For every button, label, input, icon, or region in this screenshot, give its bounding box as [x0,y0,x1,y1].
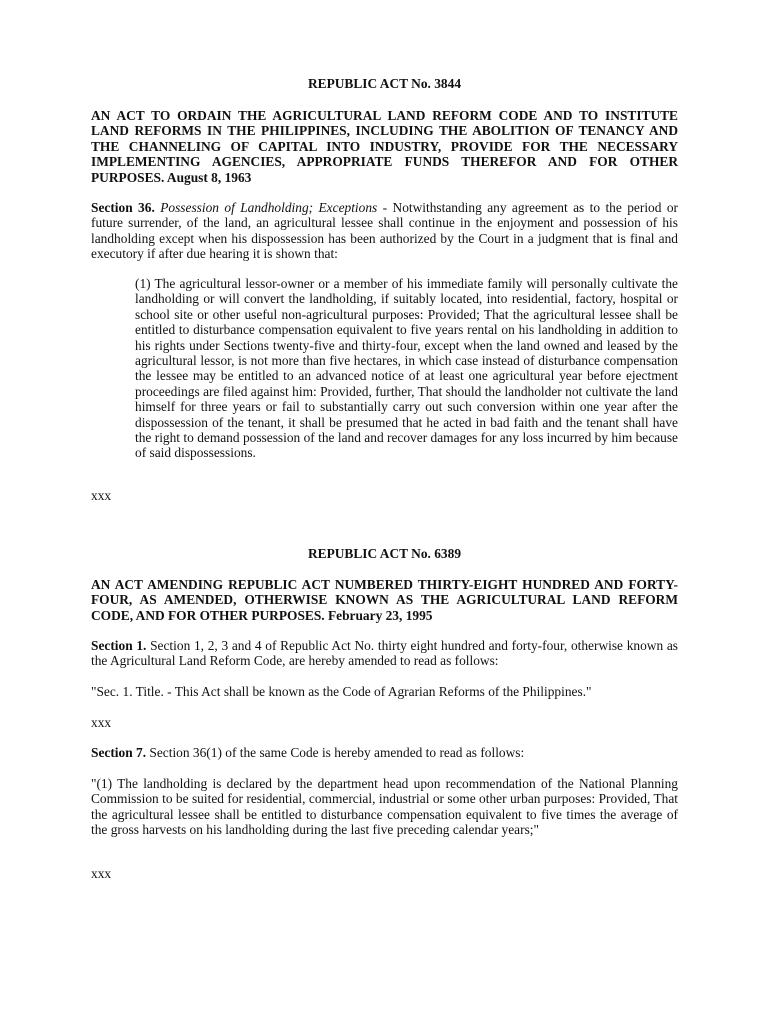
section-1-text: Section 1, 2, 3 and 4 of Republic Act No. thirty eight hundred and forty-four, otherwise known as the Agricultural Land Reform Code, are hereby amended to read as follows: [91,638,678,669]
act1-omission: xxx [91,488,112,503]
section-36-clause-1: (1) The agricultural lessor-owner or a member of his immediate family will personally cultivate the landholding or will convert the landholding, if suitably located, into residential, factory, hospital or school site or other useful non-agricultural purposes: Provided; That the agricultural lessee shall be entitled to disturbance compensation equivalent to five years rental on his landholding in addition to his rights under Sections twenty-five and thirty-four, except when the land owned and leased by the agricultural lessor, is not more than five hectares, in which case instead of disturbance compensation the lessee may be entitled to an advanced notice of at least one agricultural year before ejectment proceedings are filed against him: Provided, further, That should the landholder not cultivate the land himself for three years or fail to substantially carry out such conversion within one year after the dispossession of the tenant, it shall be presumed that he acted in bad faith and the tenant shall have the right to demand possession of the land and recover damages for any loss incurred by him because of said dispossessions. [135,276,678,461]
section-1-quote: "Sec. 1. Title. - This Act shall be known as the Code of Agrarian Reforms of the Philippines." [91,684,592,699]
act2-omission-1: xxx [91,715,112,730]
act1-heading: REPUBLIC ACT No. 3844 [307,76,462,91]
act2-heading: REPUBLIC ACT No. 6389 [307,546,462,561]
section-1-label: Section 1. [91,638,147,653]
section-36-label: Section 36. [91,200,155,215]
section-7-label: Section 7. [91,745,147,760]
section-7-paragraph [91,745,678,760]
section-36-caption: Possession of Landholding; Exceptions [160,200,378,215]
section-7-text: Section 36(1) of the same Code is hereby amended to read as follows: [146,745,525,760]
act2-title: AN ACT AMENDING REPUBLIC ACT NUMBERED THIRTY-EIGHT HUNDRED AND FORTY-FOUR, AS AMENDED, OTHERWISE KNOWN AS THE AGRICULTURAL LAND REFORM CODE, AND FOR OTHER PURPOSES. February 23, 1995 [91,577,678,623]
section-36-text: - Notwithstanding any agreement as to the period or future surrender, of the land, an agricultural lessee shall continue in the enjoyment and possession of his landholding except when his dispossession has been authorized by the Court in a judgment that is final and executory if after due hearing it is shown that: [91,200,678,262]
section-7-quote: "(1) The landholding is declared by the department head upon recommendation of the National Planning Commission to be suited for residential, commercial, industrial or some other urban purposes: Provided, That the agricultural lessee shall be entitled to disturbance compensation equivalent to five times the average of the gross harvests on his landholding during the last five preceding calendar years;" [91,776,678,838]
act2-omission-2: xxx [91,866,112,881]
section-1-paragraph [91,638,678,669]
act1-title: AN ACT TO ORDAIN THE AGRICULTURAL LAND REFORM CODE AND TO INSTITUTE LAND REFORMS IN THE PHILIPPINES, INCLUDING THE ABOLITION OF TENANCY AND THE CHANNELING OF CAPITAL INTO INDUSTRY, PROVIDE FOR THE NECESSARY IMPLEMENTING AGENCIES, APPROPRIATE FUNDS THEREFOR AND FOR OTHER PURPOSES. August 8, 1963 [91,108,678,185]
section-36-paragraph [91,200,678,262]
